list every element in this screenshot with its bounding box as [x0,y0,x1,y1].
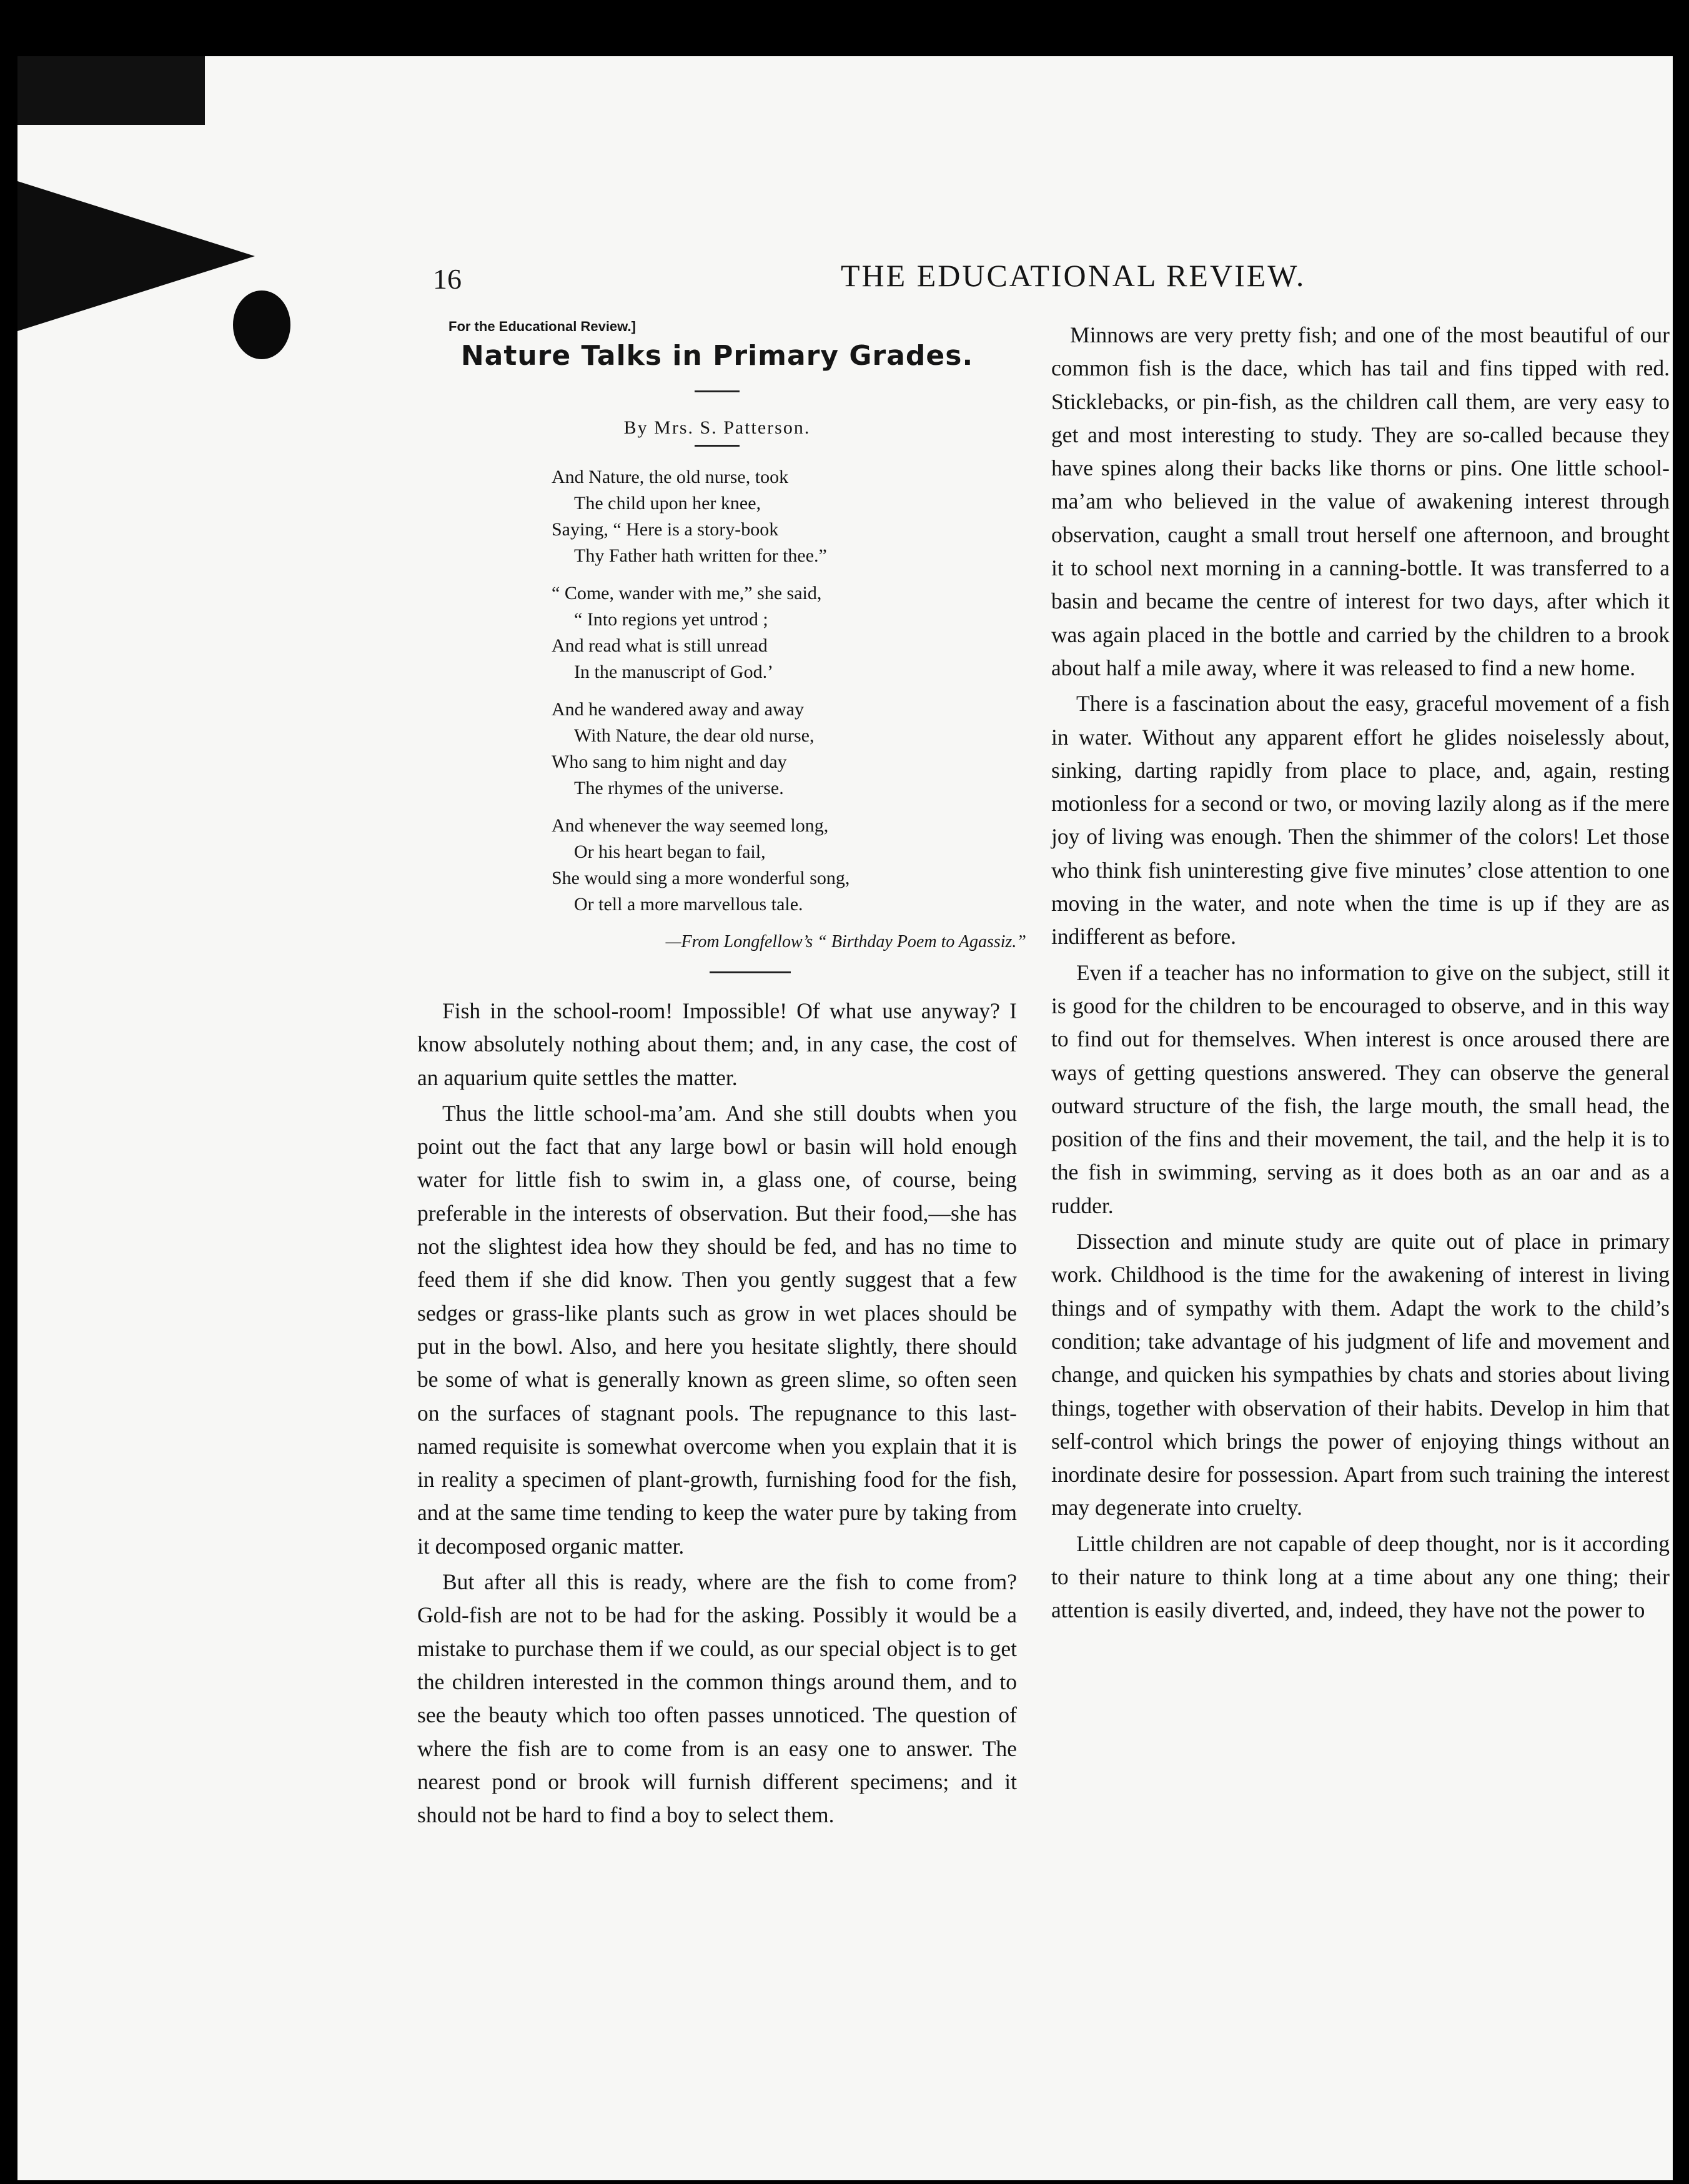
poem-line: And read what is still unread [552,635,768,656]
poem-line: The child upon her knee, [574,493,761,514]
binding-shadow [17,181,255,331]
poem-line: In the manuscript of God.’ [574,662,774,682]
paragraph: There is a fascination about the easy, graceful movement of a fish in water. Without any apparent effort he glides noiselessly about, sinking, darting rapidly from place to place, and, again, resting motionless for a second or two, or moving lazily along as if the mere joy of living was enough. Then the shimmer of the colors! Let those who think fish uninteresting give five minutes’ close attention to one moving in the water, and note when the time is up if they are as indifferent as before. [1051,691,1670,950]
paragraph: Dissection and minute study are quite out of place in primary work. Childhood is the time for the awakening of interest in living things and of sympathy with them. Adapt the work to the child’s condition; take advantage of his judgment of life and movement and change, and quicken his sympathies by chats and stories about living things, together with observation of their habits. Develop in him that self-control which brings the power of enjoying things without an inordinate desire for possession. Apart from such training the interest may degenerate into cruelty. [1051,1229,1670,1521]
article-title: Nature Talks in Primary Grades. [460,340,974,372]
poem-line: Thy Father hath written for thee.” [574,545,827,566]
poem [552,464,1026,955]
article-byline: By Mrs. S. Patterson. [623,417,811,438]
page-fold-shadow [17,56,205,125]
poem-line: “ Come, wander with me,” she said, [552,583,822,603]
poem-source: —From Longfellow’s “ Birthday Poem to Agassiz.” [665,932,1026,951]
divider [695,390,740,392]
poem-line: “ Into regions yet untrod ; [574,609,768,630]
paragraph: Minnows are very pretty fish; and one of the most beautiful of our common fish is the dace, which has tail and fins tipped with red. Sticklebacks, or pin-fish, as the children call them, are very easy to get and most interesting to study. They are so-called because they have spines along their backs like thorns or pins. One little school-ma’am who believed in the value of awakening interest through observation, caught a small trout herself one afternoon, and brought it to school next morning in a canning-bottle. It was transferred to a basin and became the centre of interest for two days, after which it was again placed in the bottle and carried by the children to a brook about half a mile away, where it was released to find a new home. [1051,322,1670,680]
poem-line: And Nature, the old nurse, took [552,467,789,487]
poem-line: Saying, “ Here is a story-book [552,519,779,540]
page-number: 16 [433,263,462,295]
running-title: THE EDUCATIONAL REVIEW. [841,258,1306,293]
divider [710,971,791,973]
paragraph: But after all this is ready, where are the fish to come from? Gold-fish are not to be had for the asking. Possibly it would be a mistake to purchase them if we could, as our special object is to get the children interested in the common things around them, and to see the beauty which too often passes unnoticed. The question of where the fish are to come from is an easy one to answer. The nearest pond or brook will furnish different specimens; and it should not be hard to find a boy to select them. [417,1569,1017,1828]
poem-line: Who sang to him night and day [552,752,787,772]
poem-line: Or tell a more marvellous tale. [574,894,803,915]
paragraph: Thus the little school-ma’am. And she still doubts when you point out the fact that any large bowl or basin will hold enough water for little fish to swim in, a glass one, of course, being preferable in the interests of observation. But their food,—she has not the slightest idea how they should be fed, and has no time to feed them if she did know. Then you gently suggest that a few sedges or grass-like plants such as grow in wet places should be put in the bowl. Also, and here you hesitate slightly, there should be some of what is generally known as green slime, so often seen on the surfaces of stagnant pools. The repugnance to this last-named requisite is somewhat overcome when you explain that it is in reality a specimen of plant-growth, furnishing food for the fish, and at the same time tending to keep the water pure by taking from it decomposed organic matter. [417,1100,1017,1559]
poem-stanza [552,580,1026,685]
poem-line: Or his heart began to fail, [574,841,766,862]
paragraph: Fish in the school-room! Impossible! Of what use anyway? I know absolutely nothing about them; and, in any case, the cost of an aquarium quite settles the matter. [417,998,1017,1090]
poem-line: The rhymes of the universe. [574,778,784,798]
poem-line: With Nature, the dear old nurse, [574,725,815,746]
poem-stanza [552,697,1026,802]
scanned-page [17,56,1673,2180]
paragraph: Little children are not capable of deep thought, nor is it according to their nature to think long at a time about any one thing; their attention is easily diverted, and, indeed, they have not the power to [1051,1531,1670,1623]
poem-stanza [552,464,1026,569]
poem-line: And he wandered away and away [552,699,804,720]
left-column [417,319,1026,1832]
paragraph: Even if a teacher has no information to give on the subject, still it is good for the children to be encouraged to observe, and in this way to find out for themselves. When interest is once aroused there are ways of getting questions answered. They can observe the general outward structure of the fish, the large mouth, the small head, the position of the fins and their movement, the tail, and the help it is to the fish in swimming, serving as it does both as an oar and as a rudder. [1051,960,1670,1218]
right-column [1051,319,1670,1627]
article-credit: For the Educational Review.] [448,319,636,334]
poem-line: And whenever the way seemed long, [552,815,829,836]
poem-stanza [552,813,1026,918]
divider [695,445,740,447]
binding-hole [233,290,290,359]
poem-line: She would sing a more wonderful song, [552,868,850,888]
